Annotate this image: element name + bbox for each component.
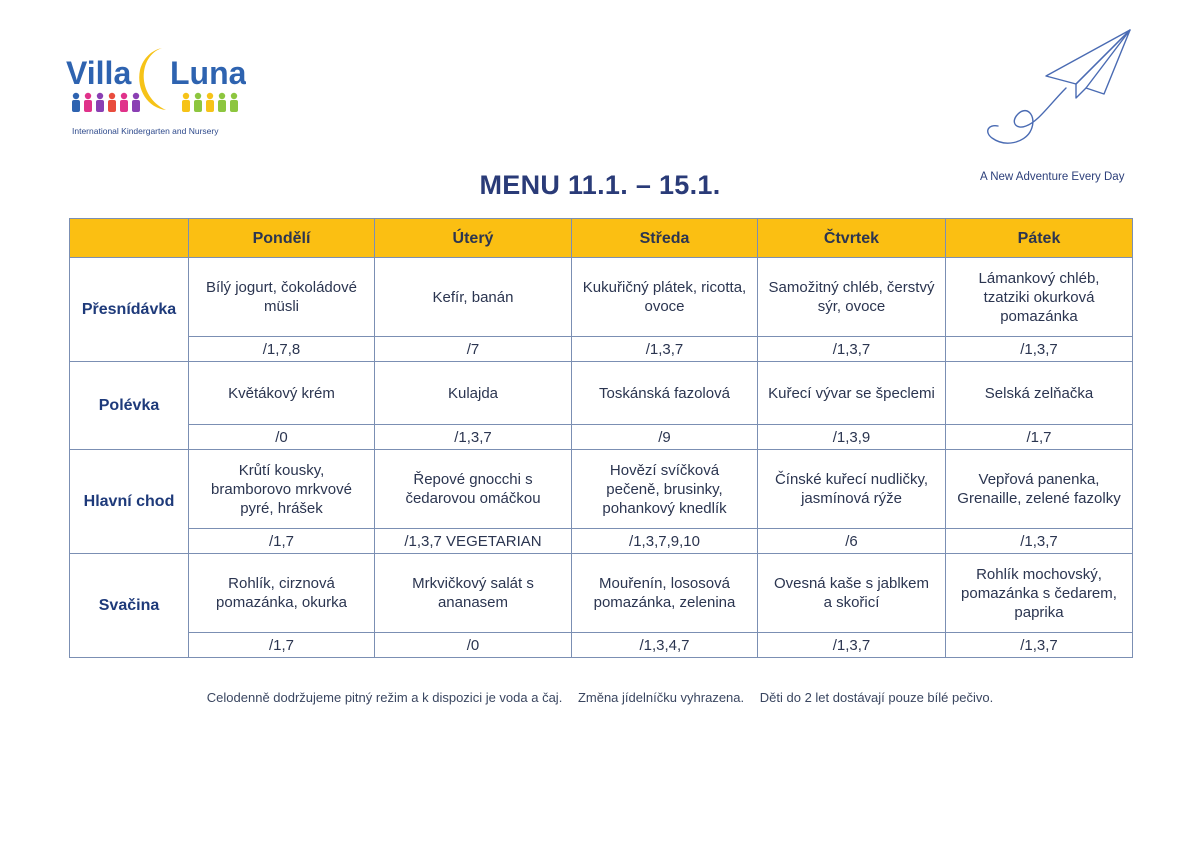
meal-name: Polévka: [70, 362, 189, 450]
table-header-row: [70, 219, 1133, 258]
footnote-bread: Děti do 2 let dostávají pouze bílé pečivo.: [759, 690, 994, 705]
allergen-cell: /9: [572, 425, 758, 450]
allergen-cell: /7: [375, 337, 572, 362]
header-day: Úterý: [375, 219, 572, 258]
allergen-cell: /0: [189, 425, 375, 450]
dish-cell: Rohlík, cirznová pomazánka, okurka: [189, 554, 375, 633]
dish-cell: Selská zelňačka: [946, 362, 1133, 425]
dish-cell: Kefír, banán: [375, 258, 572, 337]
allergen-cell: /1,7: [189, 529, 375, 554]
meal-name: Přesnídávka: [70, 258, 189, 362]
allergen-cell: /1,3,7: [946, 529, 1133, 554]
villa-luna-logo: [66, 44, 246, 140]
header-day: Čtvrtek: [758, 219, 946, 258]
dish-cell: Čínské kuřecí nudličky, jasmínová rýže: [758, 450, 946, 529]
allergen-cell: /1,3,7: [758, 633, 946, 658]
dish-cell: Kukuřičný plátek, ricotta, ovoce: [572, 258, 758, 337]
allergen-cell: /1,3,9: [758, 425, 946, 450]
table-row: [70, 529, 1133, 554]
header-day: Pondělí: [189, 219, 375, 258]
dish-cell: Toskánská fazolová: [572, 362, 758, 425]
dish-cell: Samožitný chléb, čerstvý sýr, ovoce: [758, 258, 946, 337]
allergen-cell: /1,3,7: [572, 337, 758, 362]
table-row: [70, 258, 1133, 337]
allergen-cell: /1,3,7: [375, 425, 572, 450]
dish-cell: Rohlík mochovský, pomazánka s čedarem, paprika: [946, 554, 1133, 633]
dish-cell: Lámankový chléb, tzatziki okurková pomazánka: [946, 258, 1133, 337]
allergen-cell: /1,7: [189, 633, 375, 658]
dish-cell: Hovězí svíčková pečeně, brusinky, pohankový knedlík: [572, 450, 758, 529]
allergen-cell: /1,3,4,7: [572, 633, 758, 658]
meal-name: Hlavní chod: [70, 450, 189, 554]
logo-subtitle: International Kindergarten and Nursery: [72, 126, 219, 136]
dish-cell: Mouřenín, lososová pomazánka, zelenina: [572, 554, 758, 633]
table-row: [70, 633, 1133, 658]
table-row: [70, 362, 1133, 425]
dish-cell: Řepové gnocchi s čedarovou omáčkou: [375, 450, 572, 529]
dish-cell: Mrkvičkový salát s ananasem: [375, 554, 572, 633]
table-row: [70, 554, 1133, 633]
allergen-cell: /1,7: [946, 425, 1133, 450]
allergen-cell: /1,3,7 VEGETARIAN: [375, 529, 572, 554]
dish-cell: Květákový krém: [189, 362, 375, 425]
footnote-drinks: Celodenně dodržujeme pitný režim a k dispozici je voda a čaj.: [206, 690, 563, 705]
tagline: A New Adventure Every Day: [980, 171, 1125, 183]
dish-cell: Kuřecí vývar se špeclemi: [758, 362, 946, 425]
dish-cell: Bílý jogurt, čokoládové müsli: [189, 258, 375, 337]
table-row: [70, 450, 1133, 529]
allergen-cell: /1,7,8: [189, 337, 375, 362]
logo-graphic: [66, 44, 246, 124]
meal-name: Svačina: [70, 554, 189, 658]
svg-text:Luna: Luna: [170, 55, 246, 91]
allergen-cell: /6: [758, 529, 946, 554]
allergen-cell: /1,3,7: [758, 337, 946, 362]
allergen-cell: /1,3,7,9,10: [572, 529, 758, 554]
footnote-changes: Změna jídelníčku vyhrazena.: [577, 690, 745, 705]
dish-cell: Vepřová panenka, Grenaille, zelené fazolky: [946, 450, 1133, 529]
header-day: Pátek: [946, 219, 1133, 258]
header-day: Středa: [572, 219, 758, 258]
table-row: [70, 425, 1133, 450]
paper-plane-icon: [980, 26, 1140, 166]
allergen-cell: /1,3,7: [946, 633, 1133, 658]
header-empty-cell: [70, 219, 189, 258]
menu-table: [69, 218, 1133, 658]
footnote: [0, 690, 1200, 705]
table-row: [70, 337, 1133, 362]
dish-cell: Krůtí kousky, bramborovo mrkvové pyré, hrášek: [189, 450, 375, 529]
dish-cell: Ovesná kaše s jablkem a skořicí: [758, 554, 946, 633]
allergen-cell: /1,3,7: [946, 337, 1133, 362]
dish-cell: Kulajda: [375, 362, 572, 425]
svg-text:Villa: Villa: [66, 55, 132, 91]
allergen-cell: /0: [375, 633, 572, 658]
page-title: MENU 11.1. – 15.1.: [479, 170, 721, 200]
